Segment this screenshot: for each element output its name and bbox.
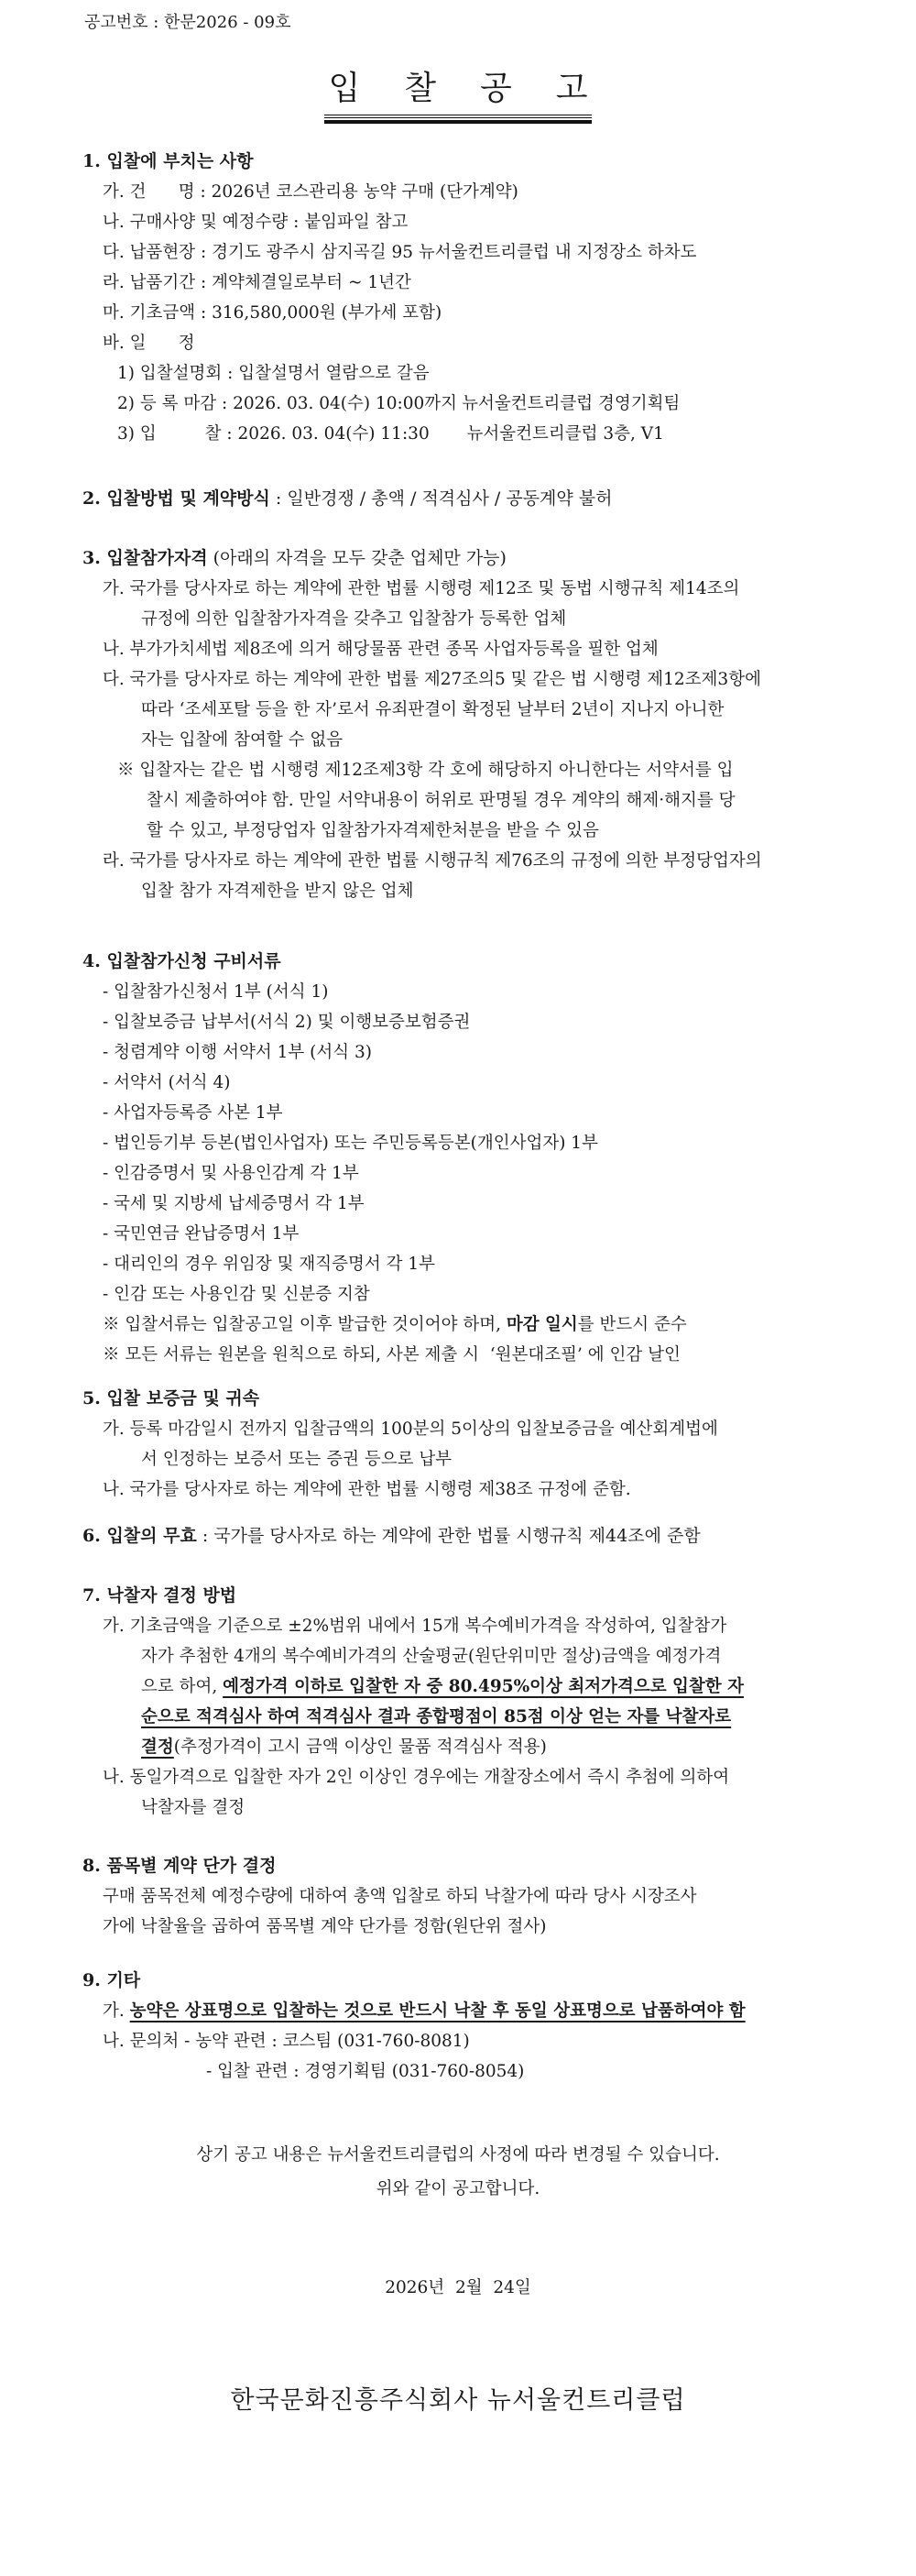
section-6-heading (82, 1521, 870, 1551)
item-value: 2026년 코스관리용 농약 구매 (단가계약) (211, 182, 518, 202)
misc-a (82, 1996, 870, 2026)
item-label: 바. 일 정 (103, 334, 195, 353)
qualification-a: 가. 국가를 당사자로 하는 계약에 관한 법률 시행령 제12조 및 동법 시행규칙 제14조의 (103, 579, 740, 598)
document-item: - 사업자등록증 사본 1부 (103, 1103, 283, 1123)
section-5-heading: 5. 입찰 보증금 및 귀속 (82, 1388, 260, 1409)
item-value: 316,580,000원 (부가세 포함) (212, 303, 442, 323)
document-item: - 법인등기부 등본(법인사업자) 또는 주민등록등본(개인사업자) 1부 (103, 1134, 598, 1153)
award-b: 나. 동일가격으로 입찰한 자가 2인 이상인 경우에는 개찰장소에서 즉시 추첨에 의하여 (103, 1768, 730, 1787)
section-7 (82, 1581, 870, 1823)
award-a-cont (82, 1672, 870, 1702)
title-char: 공 (480, 70, 512, 107)
heading-note: (아래의 자격을 모두 갖춘 업체만 가능) (207, 548, 507, 568)
title-char: 고 (555, 70, 588, 107)
award-text: (추정가격이 고시 금액 이상인 물품 적격심사 적용) (173, 1737, 547, 1757)
item-label: 가. (103, 2001, 130, 2021)
section-3 (82, 543, 870, 906)
document-item: - 인감 또는 사용인감 및 신분증 지참 (103, 1285, 370, 1304)
documents-remark-1 (82, 1310, 870, 1340)
deposit-a: 가. 등록 마감일시 전까지 입찰금액의 100분의 5이상의 입찰보증금을 예산회계법에 (103, 1420, 718, 1439)
item-label: 가. 건 명 : (103, 182, 212, 202)
qualification-a-cont: 규정에 의한 입찰참가자격을 갖추고 입찰참가 등록한 업체 (141, 609, 567, 629)
misc-a-emphasis: 농약은 상표명으로 입찰하는 것으로 반드시 낙찰 후 동일 상표명으로 납품하여야 함 (129, 2001, 746, 2021)
item-delivery-period (82, 268, 870, 298)
award-a-cont: 자가 추첨한 4개의 복수예비가격의 산술평균(원단위미만 절상)금액을 예정가격 (141, 1647, 722, 1666)
document-item: - 청렴계약 이행 서약서 1부 (서식 3) (103, 1043, 372, 1062)
qualification-remark-cont: 할 수 있고, 부정당업자 입찰참가자격제한처분을 받을 수 있음 (147, 821, 599, 840)
award-a-cont (82, 1732, 870, 1762)
section-8-heading: 8. 품목별 계약 단가 결정 (82, 1856, 277, 1876)
heading-text: 2. 입찰방법 및 계약방식 (82, 488, 270, 509)
section-9 (82, 1966, 870, 2087)
document-item: - 인감증명서 및 사용인감계 각 1부 (103, 1164, 359, 1183)
section-2-heading (82, 484, 870, 514)
change-notice: 상기 공고 내용은 뉴서울컨트리클럽의 사정에 따라 변경될 수 있습니다. (196, 2145, 720, 2165)
schedule-value: 2026. 03. 04(수) 10:00까지 (233, 394, 458, 413)
qualification-remark-cont: 찰시 제출하여야 함. 만일 서약내용이 허위로 판명될 경우 계약의 해제·해지를 당 (147, 791, 736, 810)
section-5 (82, 1384, 870, 1505)
qualification-remark: ※ 입찰자는 같은 법 시행령 제12조제3항 각 호에 해당하지 아니한다는 서약서를 입 (117, 761, 734, 780)
closing-statement: 위와 같이 공고합니다. (376, 2179, 540, 2198)
schedule-place: 뉴서울컨트리클럽 경영기획팀 (462, 394, 681, 413)
qualification-d-cont: 입찰 참가 자격제한을 받지 않은 업체 (141, 882, 414, 901)
notice-number: 공고번호 : 한문2026 - 09호 (84, 13, 291, 32)
schedule-value: 입찰설명서 열람으로 갈음 (238, 364, 430, 383)
issuer-name: 한국문화진흥주식회사 뉴서울컨트리클럽 (230, 2386, 686, 2415)
section-4-heading: 4. 입찰참가신청 구비서류 (82, 951, 281, 971)
item-spec (82, 207, 870, 237)
remark-text: 를 반드시 준수 (577, 1315, 687, 1334)
misc-b (82, 2026, 870, 2056)
deposit-a-cont: 서 인정하는 보증서 또는 증권 등으로 납부 (141, 1450, 453, 1469)
unit-price-text: 구매 품목전체 예정수량에 대하여 총액 입찰로 하되 낙찰가에 따라 당사 시장조사 (103, 1887, 697, 1906)
title-char: 입 (328, 70, 361, 107)
section-1 (82, 147, 870, 449)
award-emphasis: 결정 (141, 1737, 174, 1757)
heading-value: : 국가를 당사자로 하는 계약에 관한 법률 시행규칙 제44조에 준함 (196, 1526, 701, 1546)
document-title (0, 62, 916, 118)
award-emphasis: 예정가격 이하로 입찰한 자 중 80.495%이상 최저가격으로 입찰한 자 (223, 1677, 744, 1696)
qualification-c-cont: 따라 ‘조세포탈 등을 한 자’로서 유죄판결이 확정된 날부터 2년이 지나지 아니한 (141, 700, 725, 719)
award-emphasis: 순으로 적격심사 하여 적격심사 결과 종합평점이 85점 이상 얻는 자를 낙찰자로 (141, 1707, 732, 1726)
schedule-bidding (82, 419, 870, 449)
item-schedule (82, 328, 870, 358)
item-label: 나. 구매사양 및 예정수량 : (103, 213, 305, 232)
section-7-heading: 7. 낙찰자 결정 방법 (82, 1585, 237, 1606)
section-8 (82, 1851, 870, 1942)
item-base-amount (82, 298, 870, 328)
document-item: - 입찰보증금 납부서(서식 2) 및 이행보증보험증권 (103, 1013, 471, 1032)
award-a-cont (82, 1702, 870, 1732)
section-1-heading: 1. 입찰에 부치는 사항 (82, 151, 254, 171)
document-item: - 서약서 (서식 4) (103, 1073, 231, 1092)
schedule-briefing (82, 358, 870, 389)
document-item: - 입찰참가신청서 1부 (서식 1) (103, 982, 329, 1002)
contact-bidding: - 입찰 관련 : 경영기획팀 (031-760-8054) (206, 2062, 525, 2081)
schedule-label: 2) 등 록 마감 : (117, 394, 234, 413)
section-9-heading: 9. 기타 (82, 1970, 141, 1990)
item-delivery-site (82, 237, 870, 268)
document-item: - 국민연금 완납증명서 1부 (103, 1224, 300, 1244)
remark-emphasis: 마감 일시 (506, 1315, 578, 1334)
unit-price-text: 가에 낙찰율을 곱하여 품목별 계약 단가를 정함(원단위 절사) (103, 1917, 547, 1936)
item-label: 라. 납품기간 : (103, 273, 213, 292)
heading-value: : 일반경쟁 / 총액 / 적격심사 / 공동계약 불허 (269, 488, 613, 509)
schedule-place: 뉴서울컨트리클럽 3층, V1 (466, 424, 664, 444)
item-value: 계약체결일로부터 ~ 1년간 (212, 273, 411, 292)
document-item: - 국세 및 지방세 납세증명서 각 1부 (103, 1194, 365, 1213)
qualification-b: 나. 부가가치세법 제8조에 의거 해당물품 관련 종목 사업자등록을 필한 업체 (103, 640, 659, 659)
award-b-cont: 낙찰자를 결정 (141, 1798, 245, 1817)
documents-remark-2: ※ 모든 서류는 원본을 원칙으로 하되, 사본 제출 시 ‘원본대조필’ 에 인감 날인 (103, 1345, 681, 1365)
section-2 (82, 484, 870, 514)
heading-text: 3. 입찰참가자격 (82, 548, 208, 568)
item-label: 나. 문의처 (103, 2032, 185, 2051)
contact-pesticide: - 농약 관련 : 코스팀 (031-760-8081) (184, 2032, 470, 2051)
section-6 (82, 1521, 870, 1551)
qualification-c-cont: 자는 입찰에 참여할 수 없음 (141, 730, 344, 750)
item-label: 다. 납품현장 : (103, 243, 213, 262)
item-value: 붙임파일 참고 (304, 213, 409, 232)
title-text (324, 62, 591, 118)
schedule-registration (82, 389, 870, 419)
section-3-heading (82, 543, 870, 574)
section-4 (82, 947, 870, 1370)
qualification-d: 라. 국가를 당사자로 하는 계약에 관한 법률 시행규칙 제76조의 규정에 의한 부정당업자의 (103, 851, 762, 871)
item-project-name (82, 177, 870, 207)
award-a: 가. 기초금액을 기준으로 ±2%범위 내에서 15개 복수예비가격을 작성하여, 입찰참가 (103, 1617, 727, 1636)
award-text: 으로 하여, (141, 1677, 224, 1696)
qualification-c: 다. 국가를 당사자로 하는 계약에 관한 법률 제27조의5 및 같은 법 시행령 제12조제3항에 (103, 670, 761, 689)
item-label: 마. 기초금액 : (103, 303, 213, 323)
schedule-value: 2026. 03. 04(수) 11:30 (237, 424, 430, 444)
schedule-label: 1) 입찰설명회 : (117, 364, 239, 383)
issue-date: 2026년 2월 24일 (385, 2278, 531, 2297)
remark-text: ※ 입찰서류는 입찰공고일 이후 발급한 것이어야 하며, (103, 1315, 507, 1334)
heading-text: 6. 입찰의 무효 (82, 1526, 197, 1546)
deposit-b: 나. 국가를 당사자로 하는 계약에 관한 법률 시행령 제38조 규정에 준함. (103, 1480, 631, 1499)
schedule-label: 3) 입 찰 : (117, 424, 238, 444)
item-value: 경기도 광주시 삼지곡길 95 뉴서울컨트리클럽 내 지정장소 하차도 (212, 243, 697, 262)
document-item: - 대리인의 경우 위임장 및 재직증명서 각 1부 (103, 1255, 435, 1274)
title-char: 찰 (404, 70, 436, 107)
